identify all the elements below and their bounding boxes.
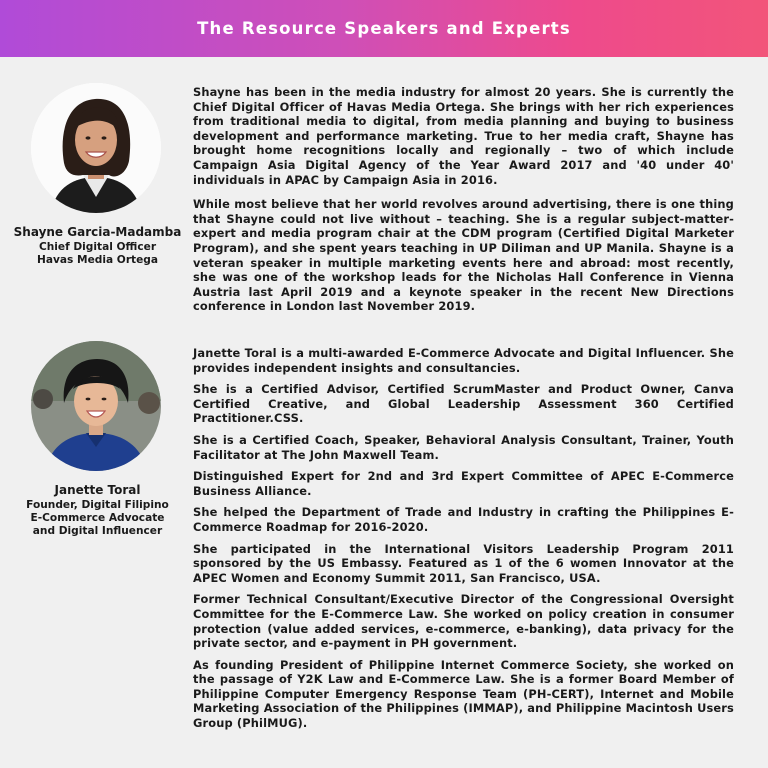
- speaker-info: [10, 483, 185, 538]
- speaker-photo: [31, 83, 161, 213]
- header-banner: [0, 0, 768, 57]
- speaker-bio: [193, 85, 734, 314]
- bio-paragraph: She helped the Department of Trade and Industry in crafting the Philippines E-Commerce Roadmap for 2016-2020.: [193, 505, 734, 534]
- bio-paragraph: Shayne has been in the media industry for almost 20 years. She is currently the Chief Digital Officer of Havas Media Ortega. She brings with her rich experiences from traditional media to digital, from media planning and buying to business development and performance marketing. True to her media craft, Shayne has brought home recognitions locally and regionally – two of which include Campaign Asia Digital Agency of the Year Award 2017 and '40 under 40' individuals in APAC by Campaign Asia in 2016.: [193, 85, 734, 187]
- speaker-photo: [31, 341, 161, 471]
- speaker-info: [10, 225, 185, 267]
- bio-paragraph: As founding President of Philippine Internet Commerce Society, she worked on the passage of Y2K Law and E-Commerce Law. She is a former Board Member of Philippine Computer Emergency Response Team (PH-CERT), Internet and Mobile Marketing Association of the Philippines (IMMAP), and Philippine Macintosh Users Group (PhilMUG).: [193, 657, 734, 731]
- bio-paragraph: Janette Toral is a multi-awarded E-Commerce Advocate and Digital Influencer. She provides independent insights and consultancies.: [193, 346, 734, 375]
- bio-paragraph: Distinguished Expert for 2nd and 3rd Expert Committee of APEC E-Commerce Business Alliance.: [193, 469, 734, 498]
- speaker-name: Shayne Garcia-Madamba: [13, 225, 182, 239]
- bio-paragraph: She is a Certified Coach, Speaker, Behavioral Analysis Consultant, Trainer, Youth Facilitator at The John Maxwell Team.: [193, 432, 734, 462]
- bio-paragraph: She is a Certified Advisor, Certified ScrumMaster and Product Owner, Canva Certified Creative, and Global Leadership Assessment 360 Certified Practitioner.CSS.: [193, 382, 734, 426]
- bio-paragraph: She participated in the International Visitors Leadership Program 2011 sponsored by the US Embassy. Featured as 1 of the 6 women Innovator at the APEC Women and Economy Summit 2011, San Francisco, USA.: [193, 541, 734, 585]
- speaker-role-line: E-Commerce Advocate: [30, 512, 165, 524]
- speaker-name: Janette Toral: [54, 483, 141, 497]
- speaker-role-line: Founder, Digital Filipino: [26, 499, 169, 511]
- bio-paragraph: Former Technical Consultant/Executive Director of the Congressional Oversight Committee for the E-Commerce Law. She worked on policy creation in consumer protection (value added services, e-commerce, e-banking), data privacy for the private sector, and e-payment in PH government.: [193, 592, 734, 651]
- page-title: The Resource Speakers and Experts: [197, 19, 571, 38]
- bio-paragraph: While most believe that her world revolves around advertising, there is one thing that Shayne could not live without – teaching. She is a regular subject-matter-expert and media program chair at the CDM program (Certified Digital Marketer Program), and she spent years teaching in UP Diliman and UP Manila. Shayne is a veteran speaker in multiple marketing events here and abroad: most recently, she was one of the workshop leads for the Nicholas Hall Conference in Vienna Austria last April 2019 and a keynote speaker in the recent New Directions conference in London last November 2019.: [193, 197, 734, 314]
- speaker-role-line: Chief Digital Officer: [38, 241, 157, 253]
- speaker-role-line: and Digital Influencer: [32, 525, 163, 537]
- speaker-role-line: Havas Media Ortega: [36, 254, 159, 266]
- speaker-bio: [193, 346, 734, 731]
